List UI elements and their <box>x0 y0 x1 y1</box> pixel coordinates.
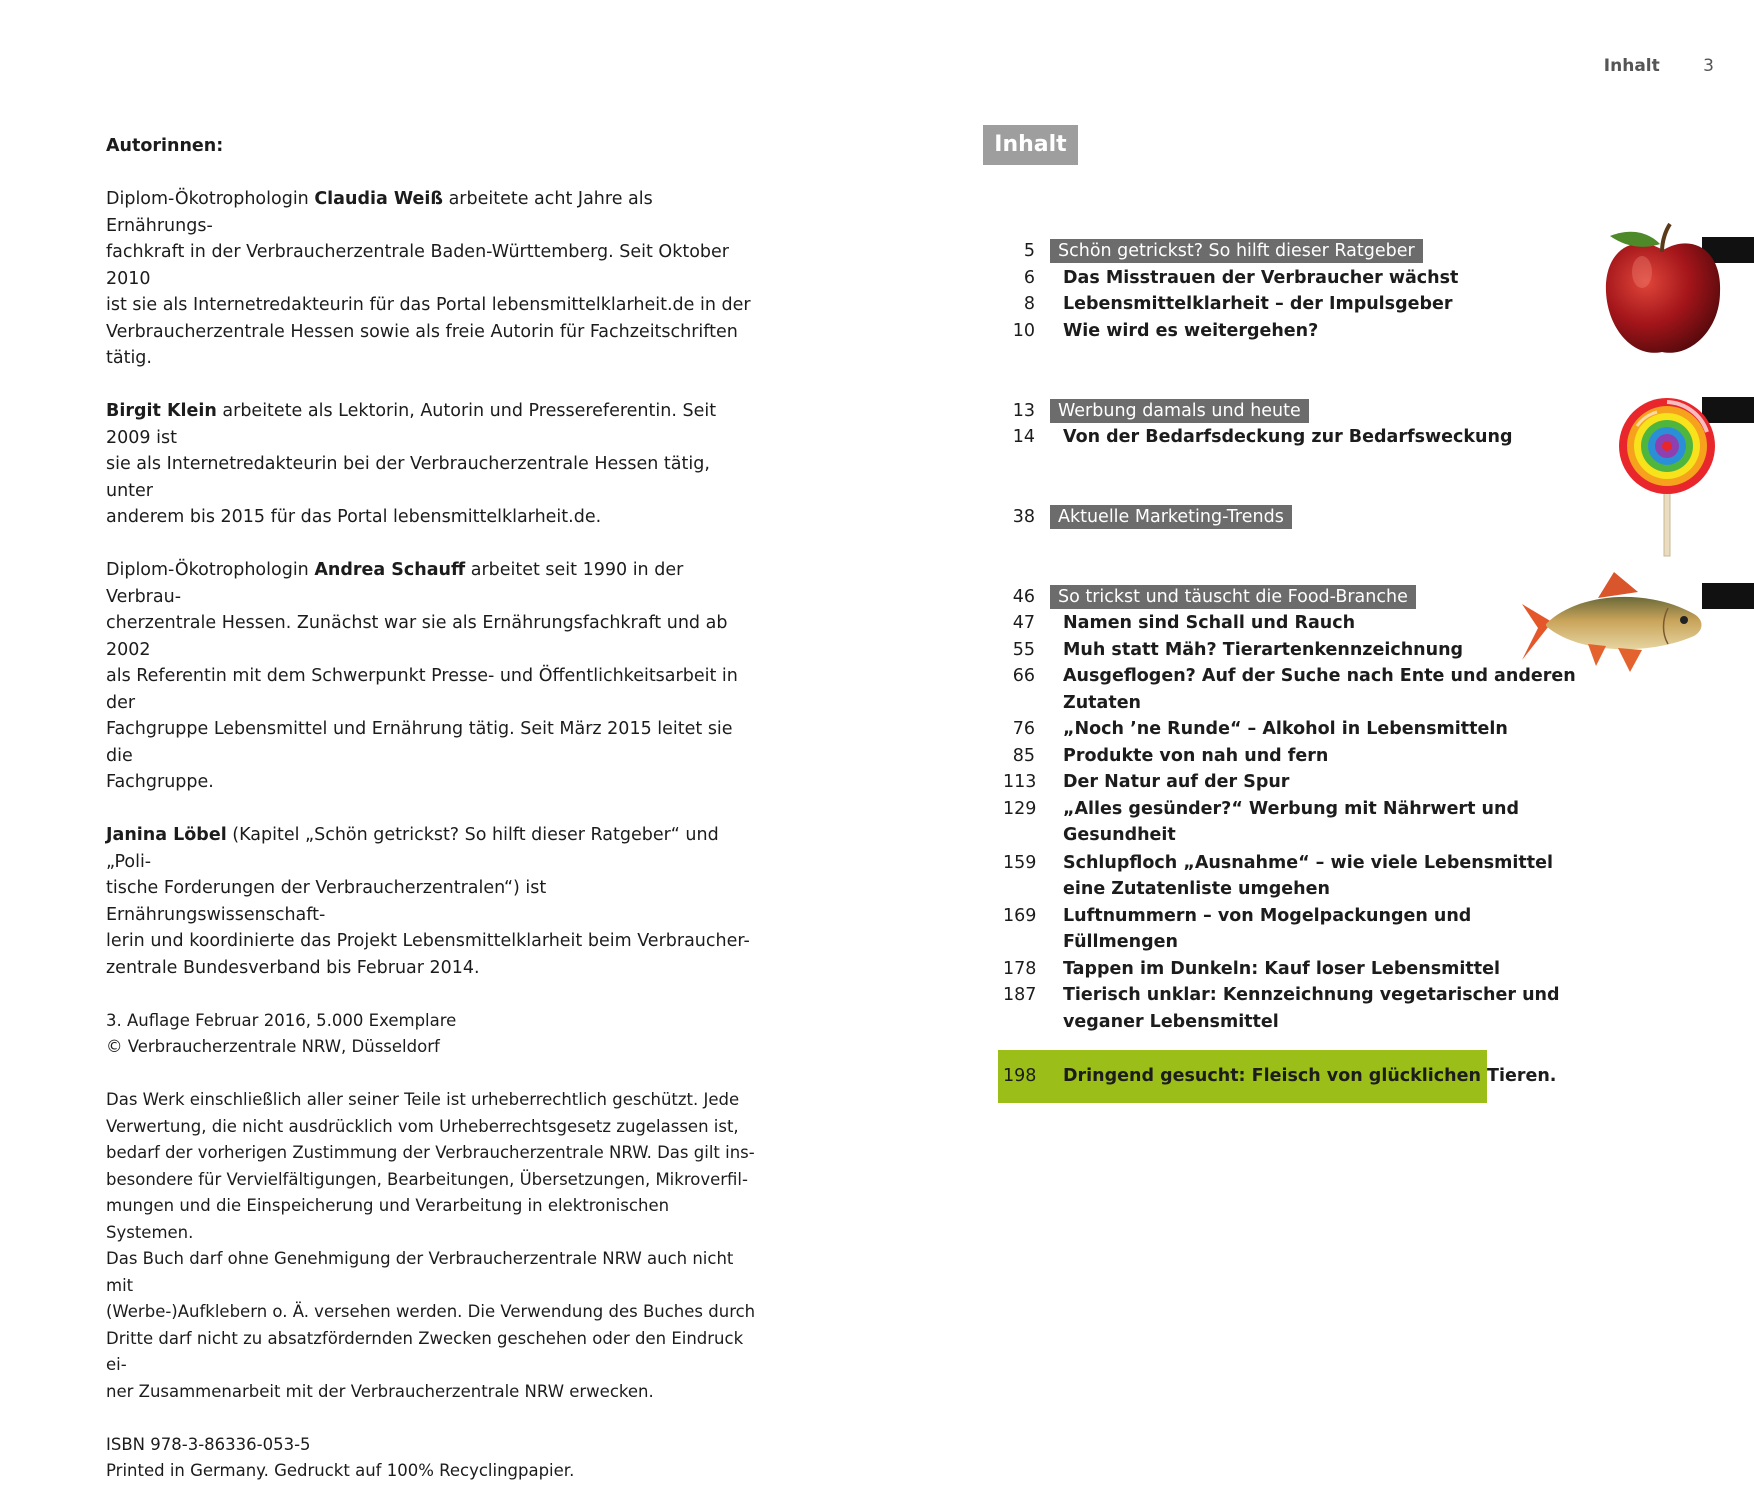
toc-title-text: Ausgeflogen? Auf der Suche nach Ente und anderen <box>1063 666 1576 686</box>
toc-title: Inhalt <box>983 125 1078 165</box>
toc-title-text: Lebensmittelklarheit – der Impulsgeber <box>1063 294 1453 314</box>
toc-title-text: Von der Bedarfsdeckung zur Bedarfsweckung <box>1063 427 1513 447</box>
toc-page: 129 <box>1003 799 1037 819</box>
authors-heading: Autorinnen: <box>106 136 224 156</box>
toc-title-text: Werbung damals und heute <box>1050 399 1309 423</box>
toc-title-text: Namen sind Schall und Rauch <box>1063 613 1356 633</box>
toc-title-text: Schön getrickst? So hilft dieser Ratgeber <box>1050 239 1423 263</box>
toc-page: 47 <box>1012 613 1035 633</box>
toc-page: 178 <box>1003 959 1037 979</box>
lollipop-image <box>1615 396 1719 558</box>
toc-page: 13 <box>1012 401 1035 421</box>
author-name: Claudia Weiß <box>314 189 444 209</box>
toc-page: 76 <box>1012 719 1035 739</box>
author-name: Birgit Klein <box>106 401 217 421</box>
toc-title-text: Schlupfloch „Ausnahme“ – wie viele Lebensmittel <box>1063 853 1554 873</box>
legal-notice: Das Werk einschließlich aller seiner Teile ist urheberrechtlich geschützt. Jede Verwertung, die nicht ausdrücklich vom Urheberrechtsgesetz zugelassen ist, bedarf der vorherigen Zustimmung der Verbraucherzentrale NRW. Das gilt ins- besondere für Vervielfältigungen, Bearbeitungen, Übersetzungen, Mikroverfil- mungen und die Einspeicherung und Verarbeitung in elektronischen Systemen. Das Buch darf ohne Genehmigung der Verbraucherzentrale NRW auch nicht mit (Werbe-)Aufklebern o. Ä. versehen werden. Die Verwendung des Buches durch Dritte darf nicht zu absatzfördernden Zwecken geschehen oder den Eindruck ei- ner Zusammenarbeit mit der Verbraucherzentrale NRW erwecken. <box>106 1090 756 1401</box>
page-number: 3 <box>1703 56 1714 76</box>
page-header <box>1604 56 1714 76</box>
toc-page: 198 <box>1003 1066 1037 1086</box>
toc-title-text: So trickst und täuscht die Food-Branche <box>1050 585 1416 609</box>
author-name: Andrea Schauff <box>314 560 466 580</box>
toc-page: 38 <box>1012 507 1035 527</box>
toc-page: 169 <box>1003 906 1037 926</box>
author-bio-weiss: Diplom-Ökotrophologin Claudia Weiß arbeitete acht Jahre als Ernährungs- fachkraft in der Verbraucherzentrale Baden-Württemberg. Seit Oktober 2010 ist sie als Internetredakteurin für das Portal lebensmittelklarheit.de in der Verbraucherzentrale Hessen sowie als freie Autorin für Fachzeitschriften tätig. <box>106 189 751 368</box>
header-title: Inhalt <box>1603 56 1660 76</box>
toc-title-text: Tierisch unklar: Kennzeichnung vegetarischer und <box>1063 985 1560 1005</box>
section-tab-marker <box>1702 583 1754 609</box>
toc-page: 113 <box>1003 772 1037 792</box>
toc-title-text: Aktuelle Marketing-Trends <box>1050 505 1292 529</box>
fish-image <box>1518 568 1708 680</box>
toc-title-text: Luftnummern – von Mogelpackungen und <box>1063 906 1472 926</box>
toc-page: 85 <box>1012 746 1035 766</box>
author-bio-loebel: Janina Löbel (Kapitel „Schön getrickst? So hilft dieser Ratgeber“ und „Poli- tische Forderungen der Verbraucherzentralen“) ist Ernährungswissenschaft- lerin und koordinierte das Projekt Lebensmittelklarheit beim Verbraucher- zentrale Bundesverband bis Februar 2014. <box>106 825 750 978</box>
toc-page: 187 <box>1003 985 1037 1005</box>
toc-page: 8 <box>1023 294 1035 314</box>
toc-title-text: Muh statt Mäh? Tierartenkennzeichnung <box>1063 640 1464 660</box>
toc-page: 46 <box>1012 587 1035 607</box>
toc-title-text: Tappen im Dunkeln: Kauf loser Lebensmittel <box>1063 959 1501 979</box>
toc-title-text: „Alles gesünder?“ Werbung mit Nährwert und <box>1063 799 1519 819</box>
apple-image <box>1602 222 1724 360</box>
toc-title-text: Produkte von nah und fern <box>1063 746 1329 766</box>
toc-page: 66 <box>1012 666 1035 686</box>
imprint-column <box>106 133 756 1485</box>
toc-title-text: „Noch ’ne Runde“ – Alkohol in Lebensmitteln <box>1063 719 1508 739</box>
toc-title-text: Wie wird es weitergehen? <box>1063 321 1319 341</box>
toc-title-text: Dringend gesucht: Fleisch von glücklichen Tieren. <box>1063 1066 1557 1086</box>
toc-page: 55 <box>1012 640 1035 660</box>
toc-page: 159 <box>1003 853 1037 873</box>
isbn-info: ISBN 978-3-86336-053-5 Printed in Germany. Gedruckt auf 100% Recyclingpapier. <box>106 1434 575 1480</box>
toc-page: 14 <box>1012 427 1035 447</box>
edition-info: 3. Auflage Februar 2016, 5.000 Exemplare © Verbraucherzentrale NRW, Düsseldorf <box>106 1010 457 1056</box>
author-name: Janina Löbel <box>106 825 227 845</box>
toc-title-text: Das Misstrauen der Verbraucher wächst <box>1063 268 1459 288</box>
author-bio-schauff: Diplom-Ökotrophologin Andrea Schauff arbeitet seit 1990 in der Verbrau- cherzentrale Hessen. Zunächst war sie als Ernährungsfachkraft und ab 2002 als Referentin mit dem Schwerpunkt Presse- und Öffentlichkeitsarbeit in der Fachgruppe Lebensmittel und Ernährung tätig. Seit März 2015 leitet sie die Fachgruppe. <box>106 560 738 792</box>
toc-page: 6 <box>1023 268 1035 288</box>
author-bio-klein: Birgit Klein arbeitete als Lektorin, Autorin und Pressereferentin. Seit 2009 ist sie als Internetredakteurin bei der Verbraucherzentrale Hessen tätig, unter anderem bis 2015 für das Portal lebensmittelklarheit.de. <box>106 401 717 527</box>
toc-title-text: Der Natur auf der Spur <box>1063 772 1290 792</box>
toc-page: 10 <box>1012 321 1035 341</box>
toc-page: 5 <box>1023 241 1035 261</box>
